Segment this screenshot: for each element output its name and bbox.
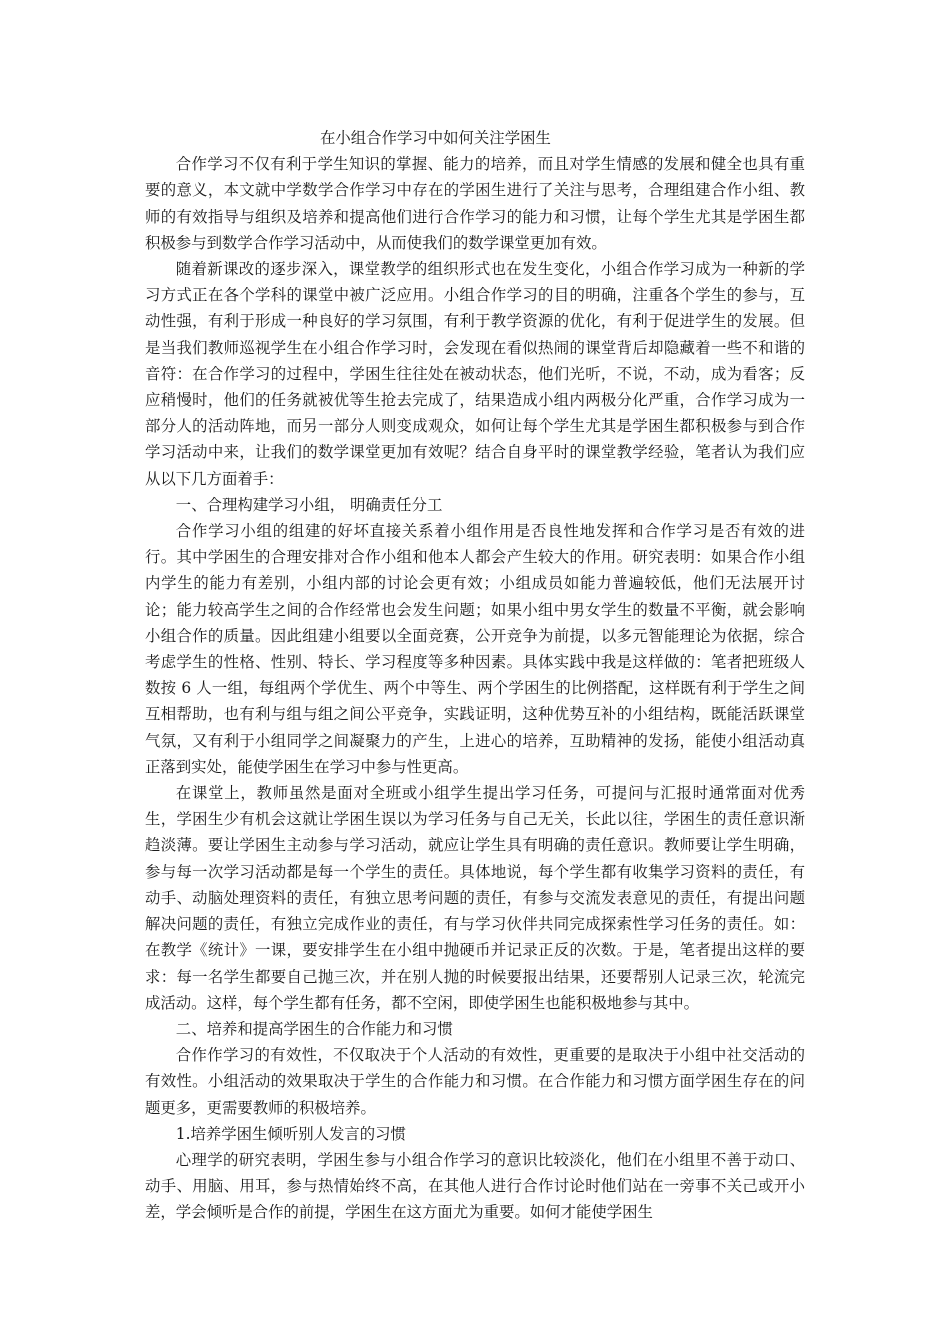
subsection-heading-1: 1.培养学困生倾听别人发言的习惯 — [175, 1124, 406, 1143]
section-heading-2: 二、培养和提高学困生的合作能力和习惯 — [175, 1019, 453, 1038]
section-heading-1: 一、合理构建学习小组， 明确责任分工 — [175, 495, 443, 514]
paragraph-listening: 心理学的研究表明，学困生参与小组合作学习的意识比较淡化，他们在小组里不善于动口、动手、用脑、用耳，参与热情始终不高，在其他人进行合作讨论时他们站在一旁事不关己或开小差，学会倾听是合作的前提，学困生在这方面尤为重要。如何才能使学困生 — [145, 1150, 805, 1222]
paragraph-cooperation-ability: 合作作学习的有效性，不仅取决于个人活动的有效性，更重要的是取决于小组中社交活动的有效性。小组活动的效果取决于学生的合作能力和习惯。在合作能力和习惯方面学困生存在的问题更多，更需要教师的积极培养。 — [145, 1046, 805, 1117]
paragraph-intro: 合作学习不仅有利于学生知识的掌握、能力的培养，而且对学生情感的发展和健全也具有重要的意义，本文就中学数学合作学习中存在的学困生进行了关注与思考，合理组建合作小组、教师的有效指导与组织及培养和提高他们进行合作学习的能力和习惯，让每个学生尤其是学困生都积极参与到数学合作学习活动中，从而使我们的数学课堂更加有效。 — [145, 155, 805, 252]
paragraph-group-building: 合作学习小组的组建的好坏直接关系着小组作用是否良性地发挥和合作学习是否有效的进行。其中学困生的合理安排对合作小组和他本人都会产生较大的作用。研究表明：如果合作小组内学生的能力有差别，小组内部的讨论会更有效；小组成员如能力普遍较低，他们无法展开讨论；能力较高学生之间的合作经常也会发生问题；如果小组中男女学生的数量不平衡，就会影响小组合作的质量。因此组建小组要以全面竞赛，公开竞争为前提，以多元智能理论为依据，综合考虑学生的性格、性别、特长、学习程度等多种因素。具体实践中我是这样做的：笔者把班级人数按 6 人一组，每组两个学优生、两个中等生、两个学困生的比例搭配，这样既有利于学生之间互相帮助，也有利与组与组之间公平竞争，实践证明，这种优势互补的小组结构，既能活跃课堂气氛，又有利于小组同学之间凝聚力的产生，上进心的培养，互助精神的发扬，能使小组活动真正落到实处，能使学困生在学习中参与性更高。 — [145, 522, 805, 776]
document-body — [145, 125, 805, 1226]
paragraph-responsibility: 在课堂上，教师虽然是面对全班或小组学生提出学习任务，可提问与汇报时通常面对优秀生，学困生少有机会这就让学困生误以为学习任务与自己无关，长此以往，学困生的责任意识渐趋淡薄。要让学困生主动参与学习活动，就应让学生具有明确的责任意识。教师要让学生明确，参与每一次学习活动都是每一个学生的责任。具体地说，每个学生都有收集学习资料的责任，有动手、动脑处理资料的责任，有独立思考问题的责任，有参与交流发表意见的责任，有提出问题解决问题的责任，有独立完成作业的责任，有与学习伙伴共同完成探索性学习任务的责任。如：在教学《统计》一课，要安排学生在小组中抛硬币并记录正反的次数。于是，笔者提出这样的要求：每一名学生都要自己抛三次，并在别人抛的时候要报出结果，还要帮别人记录三次，轮流完成活动。这样，每个学生都有任务，都不空闲，即使学困生也能积极地参与其中。 — [145, 784, 805, 1012]
document-title: 在小组合作学习中如何关注学困生 — [320, 129, 551, 147]
paragraph-background: 随着新课改的逐步深入，课堂教学的组织形式也在发生变化，小组合作学习成为一种新的学习方式正在各个学科的课堂中被广泛应用。小组合作学习的目的明确，注重各个学生的参与，互动性强，有利于形成一种良好的学习氛围，有利于教学资源的优化，有利于促进学生的发展。但是当我们教师巡视学生在小组合作学习时，会发现在看似热闹的课堂背后却隐藏着一些不和谐的音符：在合作学习的过程中，学困生往往处在被动状态，他们光听，不说，不动，成为看客；反应稍慢时，他们的任务就被优等生抢去完成了，结果造成小组内两极分化严重，合作学习成为一部分人的活动阵地，而另一部分人则变成观众，如何让每个学生尤其是学困生都积极参与到合作学习活动中来，让我们的数学课堂更加有效呢？结合自身平时的课堂教学经验，笔者认为我们应从以下几方面着手： — [145, 260, 805, 488]
